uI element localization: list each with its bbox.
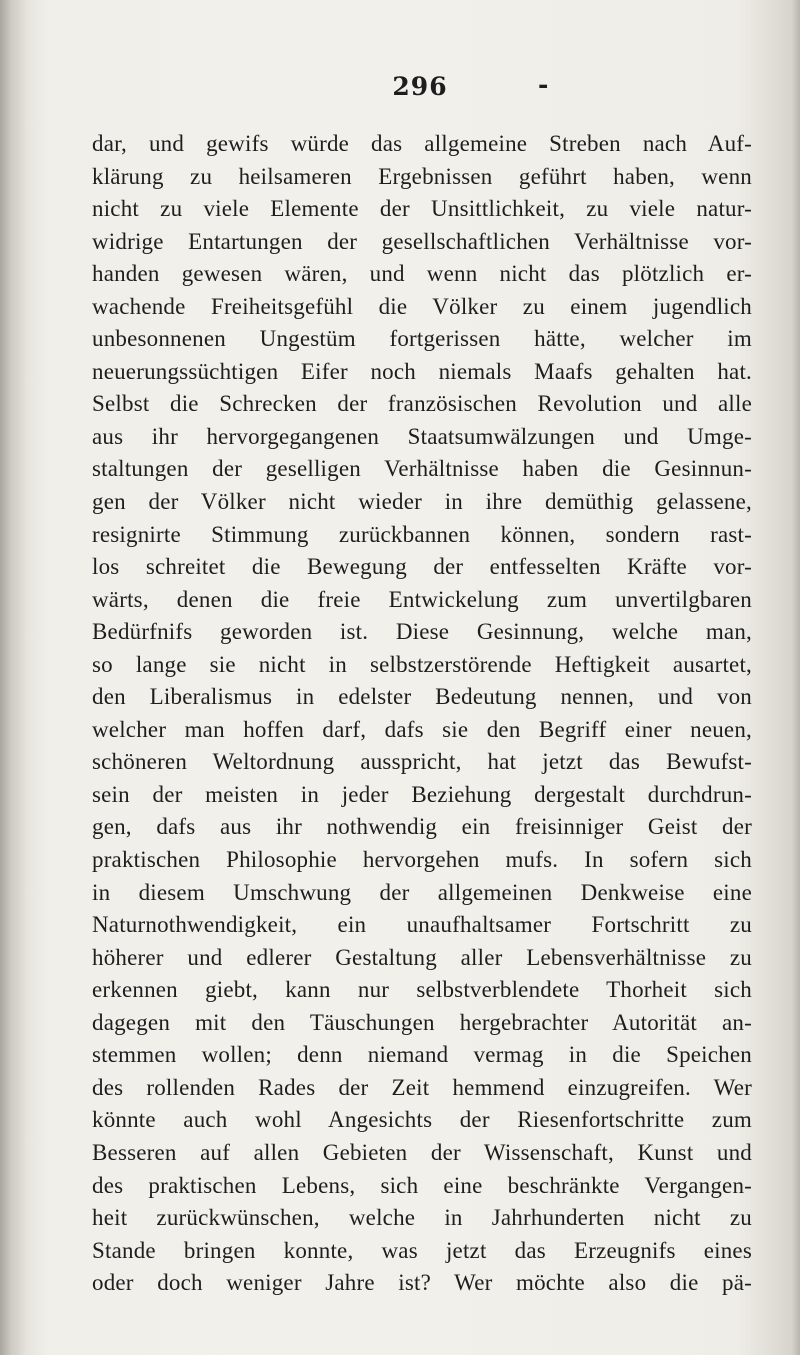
page-right-shadow xyxy=(778,0,800,1355)
text-line: welcher man hoffen darf, dafs sie den Begriff einer neuen, xyxy=(92,716,752,742)
text-line: dar, und gewifs würde das allgemeine Streben nach Auf- xyxy=(92,131,752,156)
text-line: dagegen mit den Täuschungen hergebrachter Autorität an- xyxy=(92,1009,752,1035)
text-line: wärts, denen die freie Entwickelung zum unvertilgbaren xyxy=(92,586,752,612)
text-line: unbesonnenen Ungestüm fortgerissen hätte, welcher im xyxy=(92,326,752,352)
text-line: los schreitet die Bewegung der entfesselten Kräfte vor- xyxy=(92,554,752,580)
text-line: des rollenden Rades der Zeit hemmend einzugreifen. Wer xyxy=(92,1074,752,1100)
text-line: nicht zu viele Elemente der Unsittlichkeit, zu viele natur- xyxy=(92,196,752,222)
text-line: höherer und edlerer Gestaltung aller Lebensverhältnisse zu xyxy=(92,944,752,970)
text-line: Naturnothwendigkeit, ein unaufhaltsamer Fortschritt zu xyxy=(92,912,752,938)
text-line: sein der meisten in jeder Beziehung dergestalt durchdrun- xyxy=(92,781,752,807)
text-line: des praktischen Lebens, sich eine beschränkte Vergangen- xyxy=(92,1172,752,1198)
text-line: könnte auch wohl Angesichts der Riesenfortschritte zum xyxy=(92,1107,752,1133)
text-line: widrige Entartungen der gesellschaftlichen Verhältnisse vor- xyxy=(92,228,752,254)
text-line: schöneren Weltordnung ausspricht, hat jetzt das Bewufst- xyxy=(92,749,752,775)
text-line: klärung zu heilsameren Ergebnissen geführt haben, wenn xyxy=(92,163,752,189)
text-line: in diesem Umschwung der allgemeinen Denkweise eine xyxy=(92,879,752,905)
text-line: Stande bringen konnte, was jetzt das Erzeugnifs eines xyxy=(92,1237,752,1263)
text-line: Selbst die Schrecken der französischen Revolution und alle xyxy=(92,391,752,417)
page-left-shadow xyxy=(0,0,26,1355)
text-line: heit zurückwünschen, welche in Jahrhunderten nicht zu xyxy=(92,1205,752,1231)
page-number-value: 296 xyxy=(392,72,448,101)
text-line: gen der Völker nicht wieder in ihre demüthig gelassene, xyxy=(92,489,752,515)
text-line: neuerungssüchtigen Eifer noch niemals Maafs gehalten hat. xyxy=(92,358,752,384)
text-line: Bedürfnifs geworden ist. Diese Gesinnung, welche man, xyxy=(92,619,752,645)
text-line: resignirte Stimmung zurückbannen können, sondern rast- xyxy=(92,521,752,547)
text-line: staltungen der geselligen Verhältnisse haben die Gesinnun- xyxy=(92,456,752,482)
text-line: gen, dafs aus ihr nothwendig ein freisinniger Geist der xyxy=(92,814,752,840)
page-number-mark: - xyxy=(538,70,550,99)
text-line: oder doch weniger Jahre ist? Wer möchte also die pä- xyxy=(92,1270,752,1296)
text-line: praktischen Philosophie hervorgehen mufs. In sofern sich xyxy=(92,847,752,873)
text-line: Besseren auf allen Gebieten der Wissenschaft, Kunst und xyxy=(92,1139,752,1165)
text-line: aus ihr hervorgegangenen Staatsumwälzungen und Umge- xyxy=(92,423,752,449)
text-line: handen gewesen wären, und wenn nicht das plötzlich er- xyxy=(92,261,752,287)
text-line: so lange sie nicht in selbstzerstörende Heftigkeit ausartet, xyxy=(92,651,752,677)
text-line: erkennen giebt, kann nur selbstverblendete Thorheit sich xyxy=(92,977,752,1003)
text-line: stemmen wollen; denn niemand vermag in die Speichen xyxy=(92,1042,752,1068)
text-line: wachende Freiheitsgefühl die Völker zu einem jugendlich xyxy=(92,293,752,319)
text-line: den Liberalismus in edelster Bedeutung nennen, und von xyxy=(92,684,752,710)
body-text xyxy=(92,128,752,1300)
page-number xyxy=(360,70,550,101)
